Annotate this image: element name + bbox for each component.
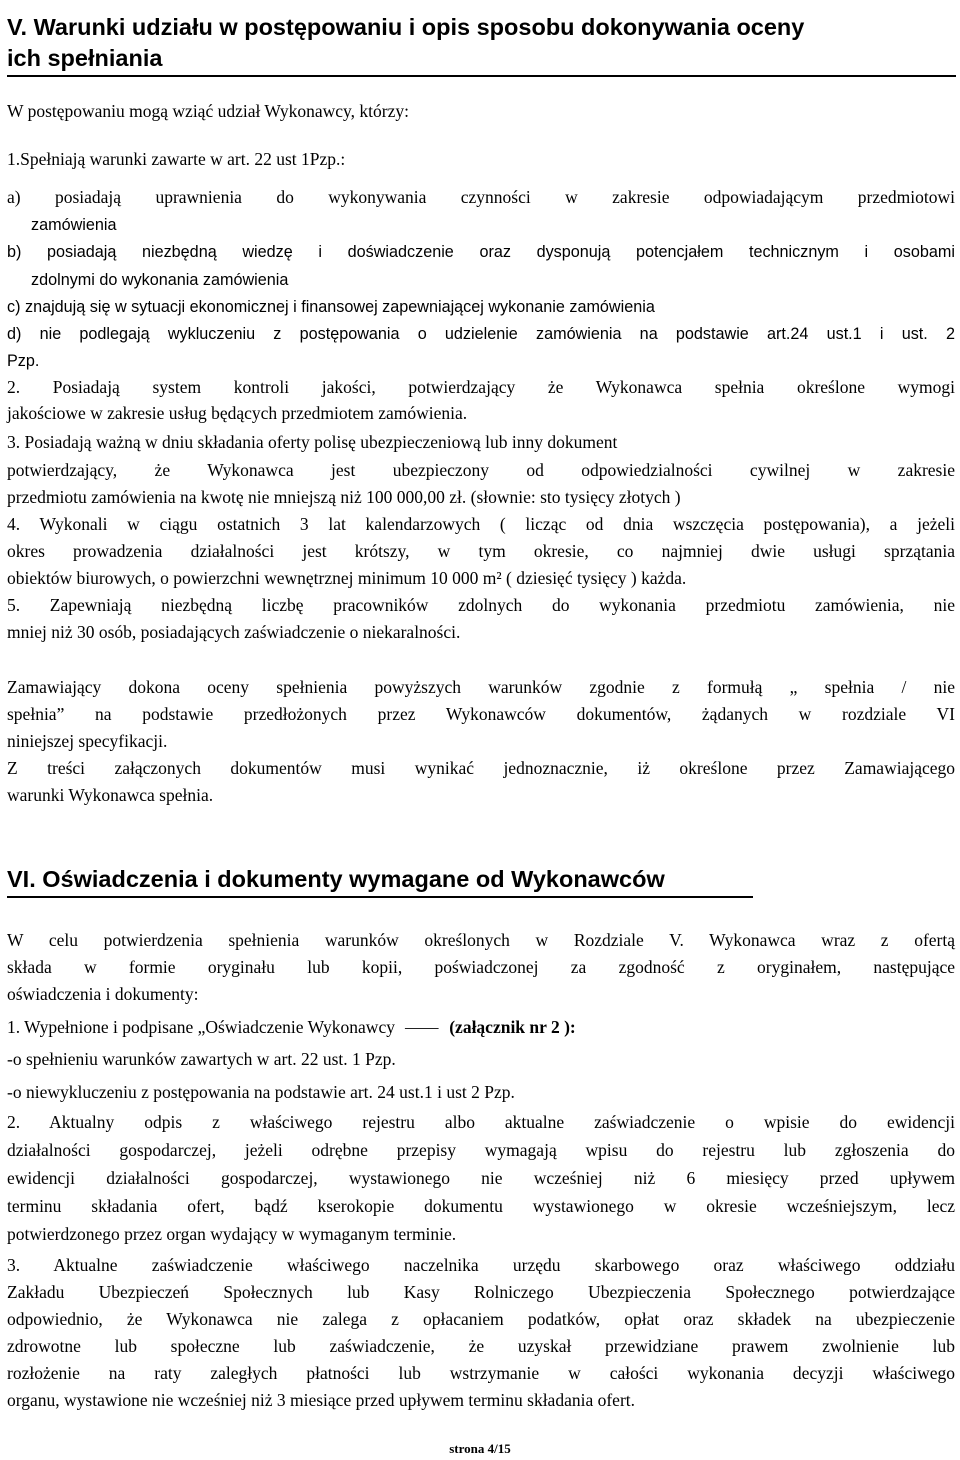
page-number: strona 4/15: [449, 1441, 511, 1456]
item4-line2-block: [7, 539, 955, 563]
evaluation-line4-block: [7, 756, 955, 780]
condition-d: [7, 322, 955, 346]
condition-d-line1: d) nie podlegają wykluczeniu z postępowania o udzielenie zamówienia na podstawie art.24 ust.1 i ust. 2: [7, 325, 955, 343]
item4-line3: obiektów biurowych, o powierzchni wewnętrznej minimum 10 000 m² ( dziesięć tysięcy ) każda.: [7, 568, 687, 588]
doc-item1: [7, 1015, 576, 1039]
item3-line1: 3. Posiadają ważną w dniu składania oferty polisę ubezpieczeniową lub inny dokument: [7, 432, 618, 452]
doc-item3-line5: rozłożenie na raty zaległych płatności lub wstrzymanie w całości wykonania decyzji właściwego: [7, 1363, 955, 1383]
evaluation-line1-block: [7, 675, 955, 699]
evaluation-line1: Zamawiający dokona oceny spełnienia powyższych warunków zgodnie z formułą „ spełnia / nie: [7, 677, 955, 697]
item4-line1: 4. Wykonali w ciągu ostatnich 3 lat kalendarzowych ( licząc od dnia wszczęcia postępowania), a jeżeli: [7, 514, 955, 534]
doc-item1-attachment: (załącznik nr 2 ):: [444, 1017, 576, 1037]
item5-line2: mniej niż 30 osób, posiadających zaświadczenie o niekaralności.: [7, 622, 461, 642]
doc-item3-line1-block: [7, 1253, 955, 1277]
item4-line2: okres prowadzenia działalności jest krótszy, w tym okresie, co najmniej dwie usługi sprzątania: [7, 541, 955, 561]
doc-item1-text: 1. Wypełnione i podpisane „Oświadczenie Wykonawcy: [7, 1017, 400, 1037]
condition-b-line2: zdolnymi do wykonania zamówienia: [31, 271, 289, 289]
doc-item2-line1: 2. Aktualny odpis z właściwego rejestru albo aktualne zaświadczenie o wpisie do ewidencji: [7, 1112, 955, 1132]
section-vi-intro-line1-block: [7, 928, 955, 952]
condition-a-line1: a) posiadają uprawnienia do wykonywania czynności w zakresie odpowiadającym przedmiotowi: [7, 187, 955, 207]
section-v-item1: 1.Spełniają warunki zawarte w art. 22 ust 1Pzp.:: [7, 149, 346, 169]
doc-item2-line4: terminu składania ofert, bądź kserokopie dokumentu wystawionego w okresie wcześniejszym, lecz: [7, 1196, 955, 1216]
doc-item2-line1-block: [7, 1110, 955, 1134]
condition-a: [7, 185, 955, 209]
heading-underline: [7, 75, 956, 77]
doc-item3-line2-block: [7, 1280, 955, 1304]
section-vi-intro-line2-block: [7, 955, 955, 979]
doc-item3-line4-block: [7, 1334, 955, 1358]
item3-line2-block: [7, 458, 955, 482]
section-v-heading: [7, 12, 955, 74]
section-vi-intro-line2: składa w formie oryginału lub kopii, poświadczonej za zgodność z oryginałem, następujące: [7, 957, 955, 977]
section-v-heading-line2: ich spełniania: [7, 45, 163, 71]
doc-item3-line5-block: [7, 1361, 955, 1385]
evaluation-line5: warunki Wykonawca spełnia.: [7, 785, 214, 805]
item3-line2: potwierdzający, że Wykonawca jest ubezpieczony od odpowiedzialności cywilnej w zakresie: [7, 460, 955, 480]
evaluation-line2-block: [7, 702, 955, 726]
doc-item1-sub2: -o niewykluczeniu z postępowania na podstawie art. 24 ust.1 i ust 2 Pzp.: [7, 1082, 515, 1102]
doc-item3-line6: organu, wystawione nie wcześniej niż 3 miesiące przed upływem terminu składania ofert.: [7, 1390, 636, 1410]
doc-item3-line3: odpowiednio, że Wykonawca nie zalega z opłacaniem podatków, opłat oraz składek na ubezpieczenie: [7, 1309, 955, 1329]
item5-line1: 5. Zapewniają niezbędną liczbę pracowników zdolnych do wykonania przedmiotu zamówienia, nie: [7, 595, 955, 615]
item5-line1-block: [7, 593, 955, 617]
doc-item2-line3-block: [7, 1166, 955, 1190]
evaluation-line3: niniejszej specyfikacji.: [7, 731, 168, 751]
section-vi-intro-line1: W celu potwierdzenia spełnienia warunków określonych w Rozdziale V. Wykonawca wraz z ofertą: [7, 930, 955, 950]
doc-item2-line4-block: [7, 1194, 955, 1218]
doc-item1-dash: —: [405, 1017, 439, 1037]
section-v-heading-line1: V. Warunki udziału w postępowaniu i opis sposobu dokonywania oceny: [7, 14, 805, 40]
condition-d-line2: Pzp.: [7, 352, 40, 370]
doc-item1-sub1: -o spełnieniu warunków zawartych w art. 22 ust. 1 Pzp.: [7, 1049, 396, 1069]
doc-item2-line2-block: [7, 1138, 955, 1162]
section-vi-intro-line3: oświadczenia i dokumenty:: [7, 984, 199, 1004]
doc-item3-line1: 3. Aktualne zaświadczenie właściwego naczelnika urzędu skarbowego oraz właściwego oddziału: [7, 1255, 955, 1275]
item4-line1-block: [7, 512, 955, 536]
condition-a-line2: zamówienia: [31, 216, 117, 234]
item2-line1-block: [7, 375, 955, 399]
item3-line3: przedmiotu zamówienia na kwotę nie mniejszą niż 100 000,00 zł. (słownie: sto tysięcy złotych ): [7, 487, 681, 507]
condition-b-line1: b) posiadają niezbędną wiedzę i doświadczenie oraz dysponują potencjałem technicznym i osobami: [7, 243, 955, 261]
doc-item3-line2: Zakładu Ubezpieczeń Społecznych lub Kasy Rolniczego Ubezpieczenia Społecznego potwierdzające: [7, 1282, 955, 1302]
item2-line2: jakościowe w zakresie usług będących przedmiotem zamówienia.: [7, 403, 468, 423]
condition-c-line1: c) znajdują się w sytuacji ekonomicznej i finansowej zapewniającej wykonanie zamówienia: [7, 298, 655, 316]
doc-item2-line2: działalności gospodarczej, jeżeli odrębne przepisy wymagają wpisu do rejestru lub zgłoszenia do: [7, 1140, 955, 1160]
evaluation-line2: spełnia” na podstawie przedłożonych przez Wykonawców dokumentów, żądanych w rozdziale VI: [7, 704, 955, 724]
item2-line1: 2. Posiadają system kontroli jakości, potwierdzający że Wykonawca spełnia określone wymogi: [7, 377, 955, 397]
section-vi-heading-underline: [7, 896, 753, 898]
doc-item2-line5: potwierdzonego przez organ wydający w wymaganym terminie.: [7, 1224, 457, 1244]
doc-item3-line3-block: [7, 1307, 955, 1331]
section-v-intro: W postępowaniu mogą wziąć udział Wykonawcy, którzy:: [7, 101, 409, 121]
doc-item2-line3: ewidencji działalności gospodarczej, wystawionego nie wcześniej niż 6 miesięcy przed upływem: [7, 1168, 955, 1188]
condition-b: [7, 240, 955, 264]
doc-item3-line4: zdrowotne lub społeczne lub zaświadczenie, że uzyskał przewidziane prawem zwolnienie lub: [7, 1336, 955, 1356]
evaluation-line4: Z treści załączonych dokumentów musi wynikać jednoznacznie, iż określone przez Zamawiającego: [7, 758, 955, 778]
section-vi-heading: VI. Oświadczenia i dokumenty wymagane od Wykonawców: [7, 866, 665, 892]
